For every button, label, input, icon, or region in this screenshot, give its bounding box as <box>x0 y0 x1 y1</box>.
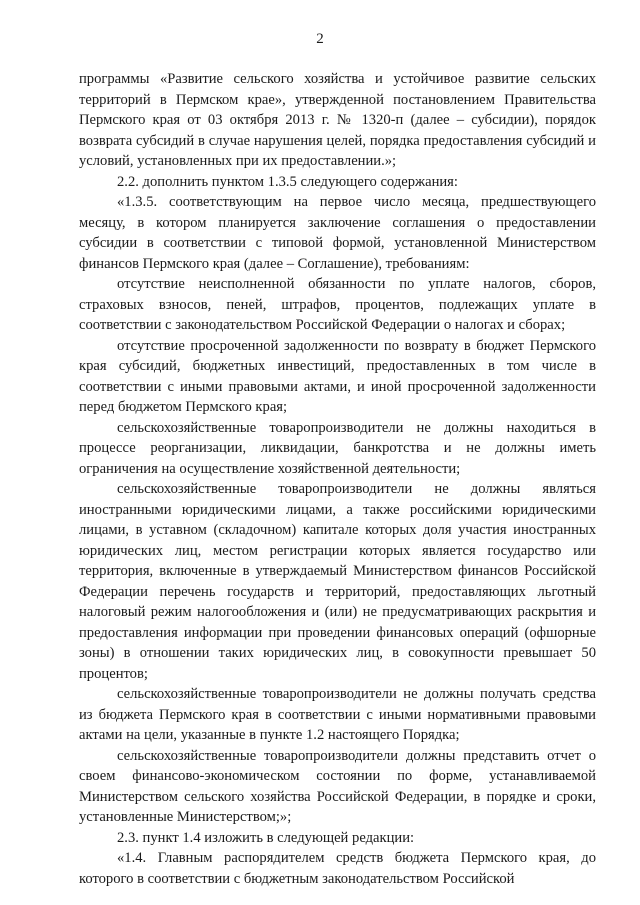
paragraph-2: 2.2. дополнить пунктом 1.3.5 следующего содержания: <box>117 173 458 190</box>
paragraph-6: сельскохозяйственные товаропроизводители не должны находиться в процессе реорганизации, ликвидации, банкротства и не должны иметь ограничения на осуществление хозяйственной деятельности; <box>79 419 596 477</box>
paragraph-8: сельскохозяйственные товаропроизводители не должны получать средства из бюджета Пермского края в соответствии с иными нормативными правовыми актами на цели, указанные в пункте 1.2 настоящего Порядка; <box>79 686 596 743</box>
paragraph-1: программы «Развитие сельского хозяйства и устойчивое развитие сельских территорий в Пермском крае», утвержденной постановлением Правительства Пермского края от 03 октября 2013 г. № 1320-п (далее – субсидии), порядок возврата субсидий в случае нарушения целей, порядка предоставления субсидий и условий, установленных при их предоставлении.»; <box>79 71 596 169</box>
page-number: 2 <box>316 31 324 47</box>
paragraph-5: отсутствие просроченной задолженности по возврату в бюджет Пермского края субсидий, бюджетных инвестиций, предоставленных в том числе в соответствии с иными правовыми актами, и иной просроченной задолженности перед бюджетом Пермского края; <box>79 337 596 415</box>
paragraph-3: «1.3.5. соответствующим на первое число месяца, предшествующего месяцу, в котором планируется заключение соглашения о предоставлении субсидии в соответствии с типовой формой, установленной Министерством финансов Пермского края (далее – Соглашение), требованиям: <box>79 194 596 272</box>
paragraph-9: сельскохозяйственные товаропроизводители должны представить отчет о своем финансово-экономическом состоянии по форме, устанавливаемой Министерством сельского хозяйства Российской Федерации, в порядке и сроки, установленные Министерством;»; <box>79 747 596 825</box>
document-body <box>79 69 596 889</box>
paragraph-11: «1.4. Главным распорядителем средств бюджета Пермского края, до которого в соответствии с бюджетным законодательством Российской <box>79 850 596 887</box>
paragraph-10: 2.3. пункт 1.4 изложить в следующей редакции: <box>117 829 415 846</box>
paragraph-4: отсутствие неисполненной обязанности по уплате налогов, сборов, страховых взносов, пеней, штрафов, процентов, подлежащих уплате в соответствии с законодательством Российской Федерации о налогах и сборах; <box>79 276 596 333</box>
paragraph-7: сельскохозяйственные товаропроизводители не должны являться иностранными юридическими лицами, а также российскими юридическими лицами, в уставном (складочном) капитале которых доля участия иностранных юридических лиц, местом регистрации которых является государство или территория, включенные в утверждаемый Министерством финансов Российской Федерации перечень государств и территорий, предоставляющих льготный налоговый режим налогообложения и (или) не предусматривающих раскрытия и предоставления информации при проведении финансовых операций (офшорные зоны) в отношении таких юридических лиц, в совокупности превышает 50 процентов; <box>79 481 596 682</box>
